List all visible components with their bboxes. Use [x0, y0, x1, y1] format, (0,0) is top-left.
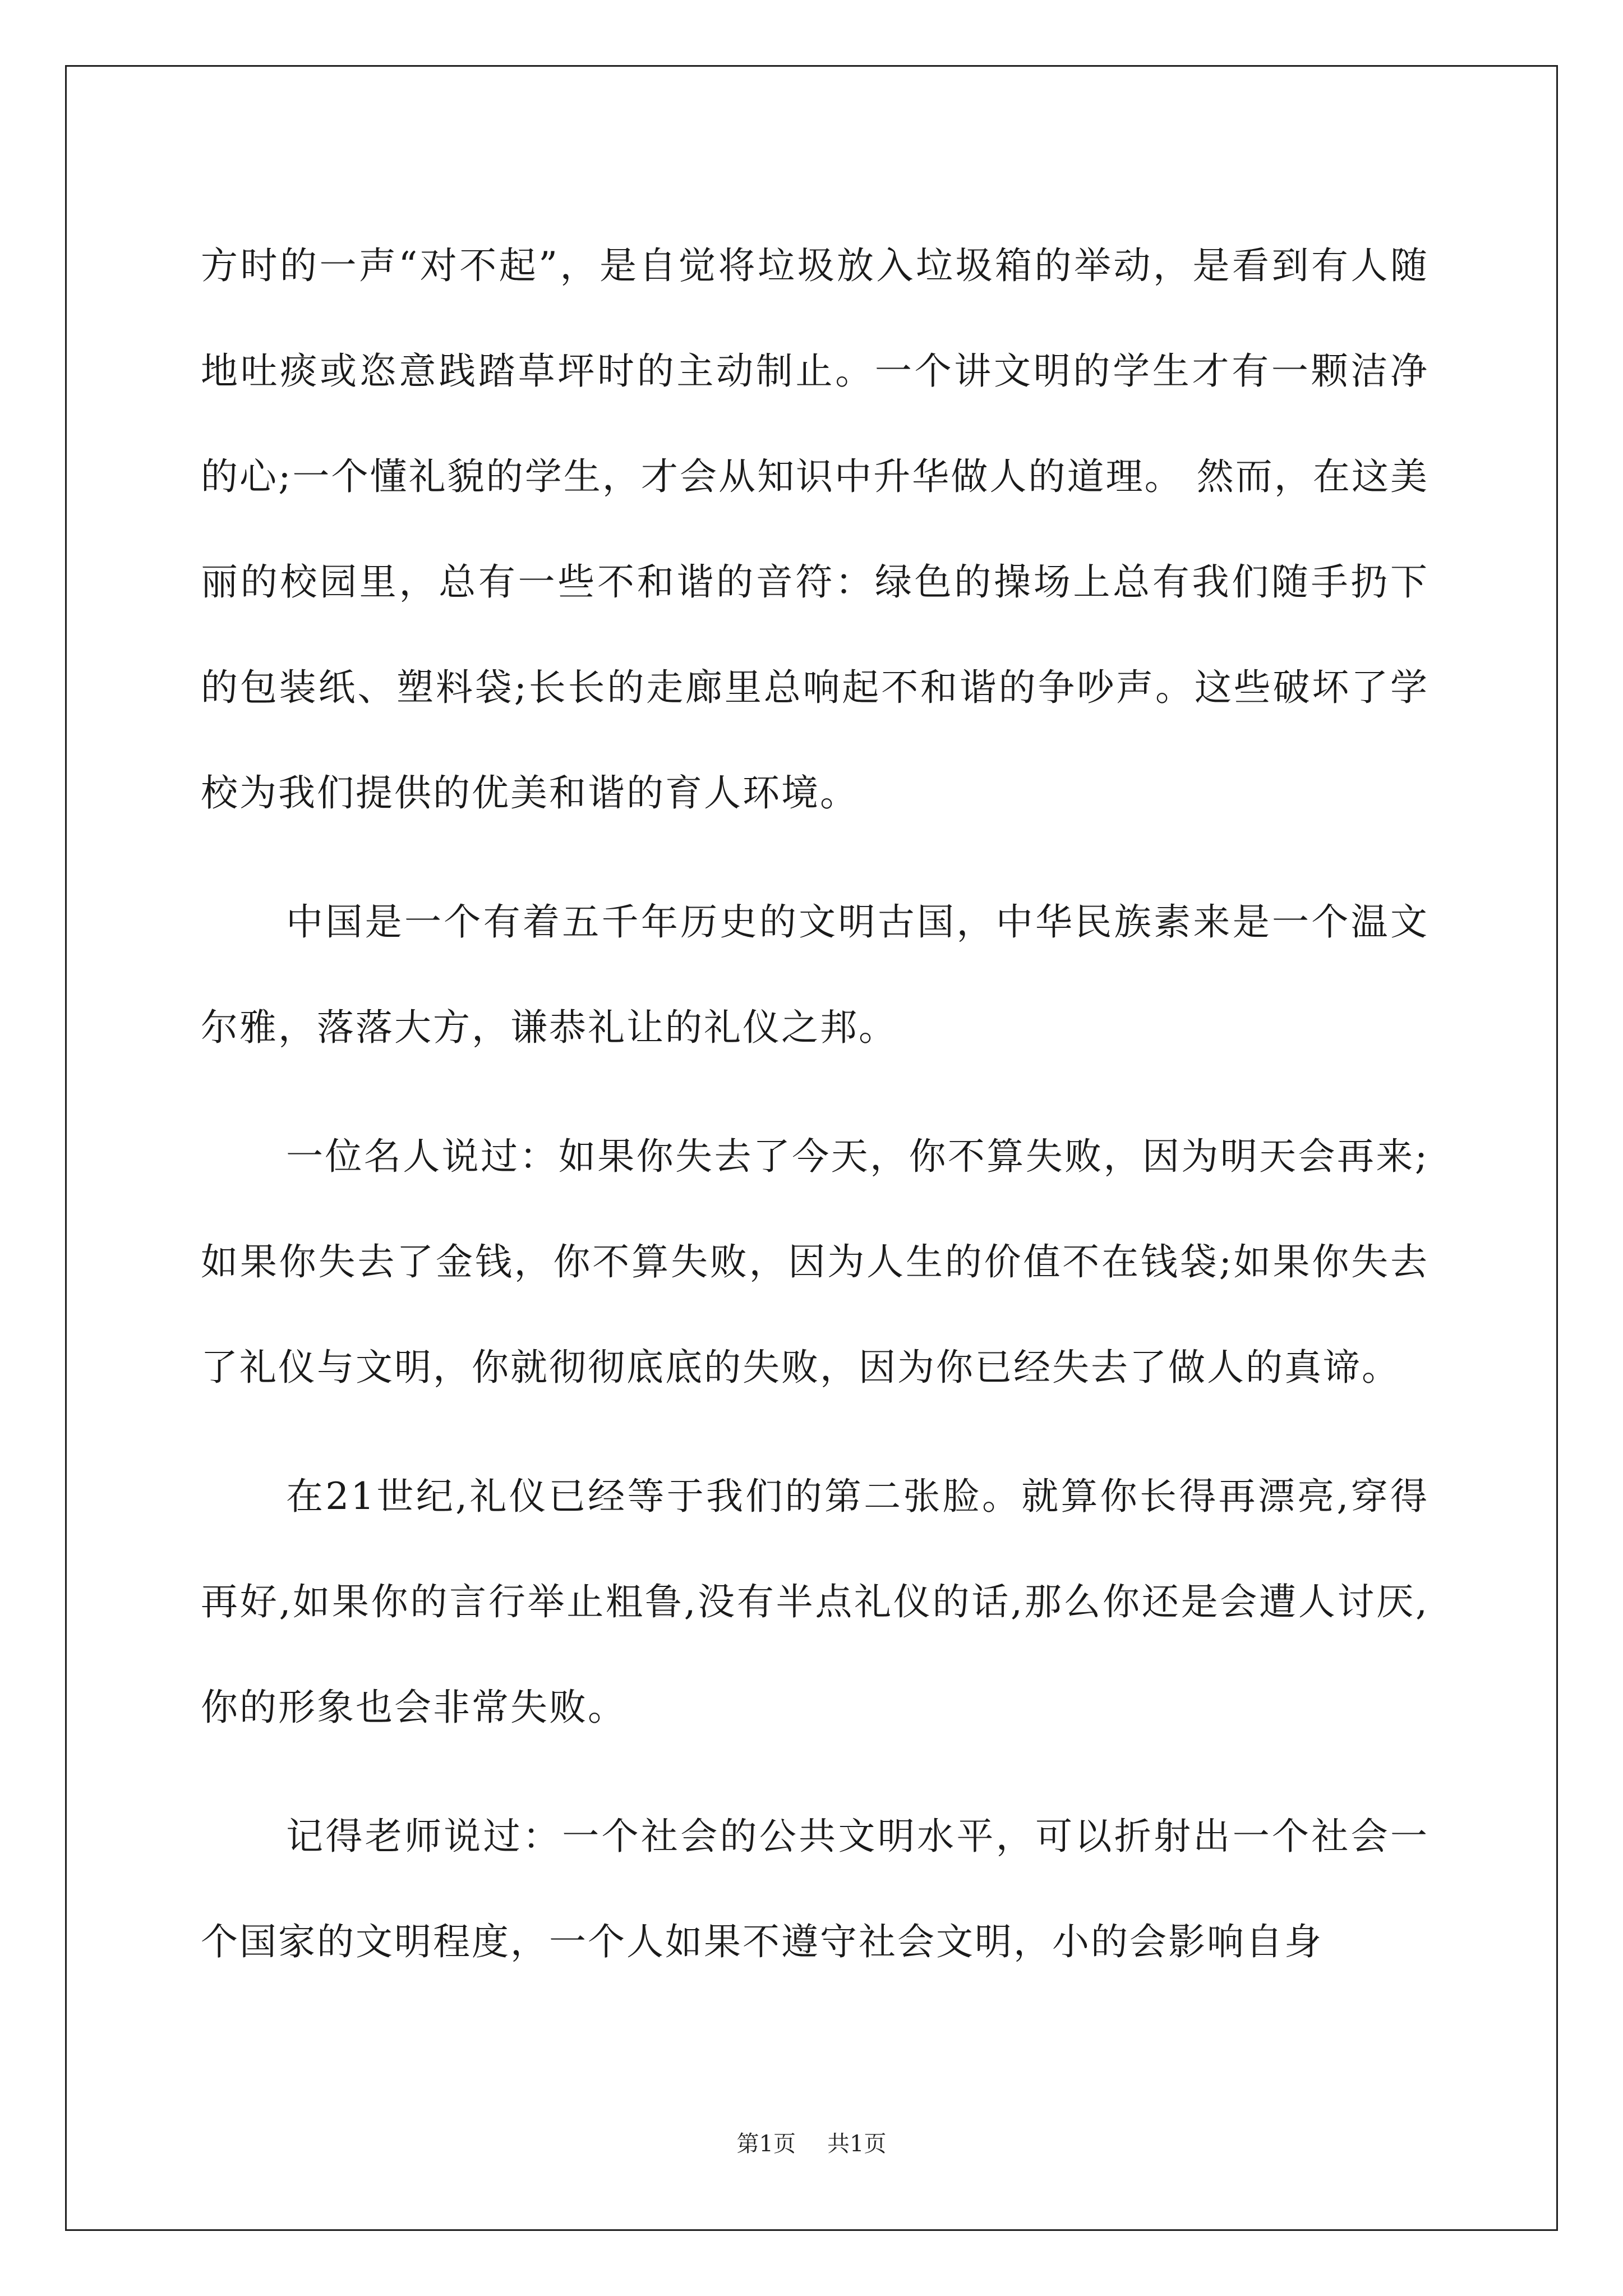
- page-total: 共1页: [827, 2131, 887, 2157]
- paragraph-1: 方时的一声“对不起”，是自觉将垃圾放入垃圾箱的举动，是看到有人随地吐痰或恣意践踏草坪时的主动制止。一个讲文明的学生才有一颗洁净的心;一个懂礼貌的学生，才会从知识中升华做人的道理。 然而，在这美丽的校园里，总有一些不和谐的音符：绿色的操场上总有我们随手扔下的包装纸、塑料袋;长长的走廊里总响起不和谐的争吵声。这些破坏了学校为我们提供的优美和谐的育人环境。: [201, 244, 1429, 815]
- paragraph-5: 记得老师说过：一个社会的公共文明水平，可以折射出一个社会一个国家的文明程度，一个人如果不遵守社会文明，小的会影响自身: [201, 1815, 1429, 1963]
- paragraph-3: 一位名人说过：如果你失去了今天，你不算失败，因为明天会再来;如果你失去了金钱，你不算失败，因为人生的价值不在钱袋;如果你失去了礼仪与文明，你就彻彻底底的失败，因为你已经失去了做人的真谛。: [201, 1135, 1429, 1389]
- page-footer: [0, 2126, 1623, 2158]
- paragraph-2: 中国是一个有着五千年历史的文明古国，中华民族素来是一个温文尔雅，落落大方，谦恭礼让的礼仪之邦。: [201, 900, 1429, 1049]
- document-body: [201, 213, 1429, 2018]
- page-number: 第1页: [736, 2131, 796, 2157]
- paragraph-4: 在21世纪,礼仪已经等于我们的第二张脸。就算你长得再漂亮,穿得再好,如果你的言行举止粗鲁,没有半点礼仪的话,那么你还是会遭人讨厌,你的形象也会非常失败。: [201, 1475, 1429, 1729]
